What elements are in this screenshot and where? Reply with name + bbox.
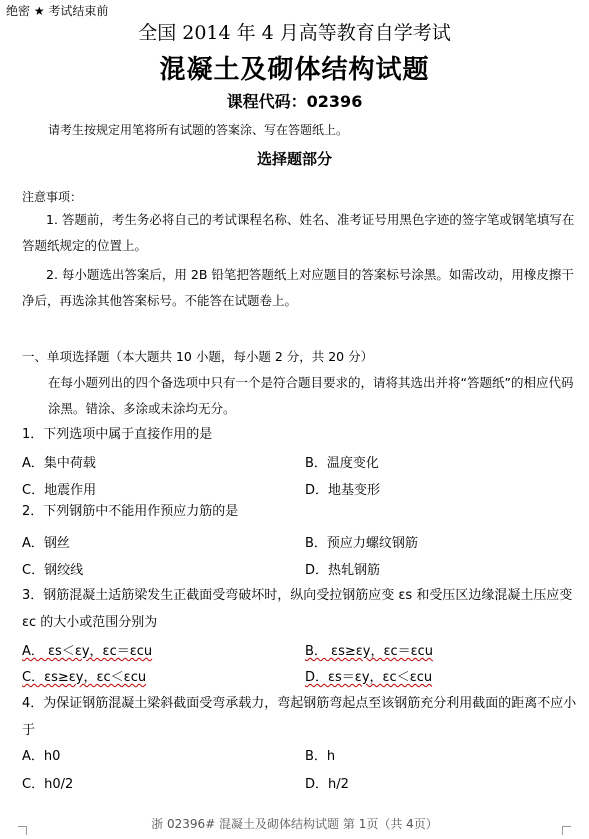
section-title: 选择题部分 (256, 150, 332, 168)
question-1-option-d: D．地基变形 (305, 483, 381, 498)
answer-instruction: 请考生按规定用笔将所有试题的答案涂、写在答题纸上。 (48, 123, 349, 137)
course-code: 课程代码：02396 (226, 92, 363, 111)
question-2-option-a: A．钢丝 (22, 536, 70, 551)
note-2: 2. 每小题选出答案后，用 2B 铅笔把答题纸上对应题目的答案标号涂黑。如需改动，用橡皮擦干净后，再选涂其他答案标号。不能答在试题卷上。 (22, 267, 574, 308)
exam-line: 全国 2014 年 4 月高等教育自学考试 (138, 22, 451, 44)
question-4-option-c: C．h0/2 (22, 777, 74, 792)
question-1-option-a: A．集中荷载 (22, 456, 96, 471)
question-4-option-b: B．h (305, 749, 336, 764)
page-footer: 浙 02396# 混凝土及砌体结构试题 第 1页（共 4页） (151, 817, 438, 831)
question-2-option-b: B．预应力螺纹钢筋 (305, 536, 418, 551)
part1-description: 在每小题列出的四个备选项中只有一个是符合题目要求的，请将其选出并将“答题纸”的相应代码涂黑。错涂、多涂或未涂均无分。 (48, 375, 574, 416)
note-1: 1. 答题前，考生务必将自己的考试课程名称、姓名、准考证号用黑色字迹的签字笔或钢笔填写在答题纸规定的位置上。 (22, 212, 575, 253)
question-3-option-a: A． εs＜εy，εc＝εcu (22, 644, 153, 659)
question-3-option-d: D．εs＝εy，εc＜εcu (305, 670, 433, 685)
question-1-option-c: C．地震作用 (22, 483, 97, 498)
part1-heading: 一、单项选择题（本大题共 10 小题，每小题 2 分，共 20 分） (22, 349, 374, 364)
question-3-option-c: C．εs≥εy，εc＜εcu (22, 670, 147, 685)
notes-title: 注意事项： (22, 190, 83, 204)
question-1-stem: 1．下列选项中属于直接作用的是 (22, 427, 213, 442)
question-4-option-d: D．h/2 (305, 777, 349, 792)
confidential-label: 绝密 ★ 考试结束前 (6, 4, 109, 18)
page-corner-mark-left (18, 826, 27, 835)
paper-title: 混凝土及砌体结构试题 (159, 55, 430, 85)
page-corner-mark-right (562, 826, 571, 835)
question-3-stem: 3．钢筋混凝土适筋梁发生正截面受弯破坏时，纵向受拉钢筋应变 εs 和受压区边缘混凝土压应变 εc 的大小或范围分别为 (22, 588, 573, 630)
question-1-option-b: B．温度变化 (305, 456, 379, 471)
question-3-option-b: B． εs≥εy，εc＝εcu (305, 644, 434, 659)
question-4-stem: 4．为保证钢筋混凝土梁斜截面受弯承载力，弯起钢筋弯起点至该钢筋充分利用截面的距离不应小于 (22, 696, 577, 738)
question-2-option-d: D．热轧钢筋 (305, 563, 381, 578)
question-2-option-c: C．钢绞线 (22, 563, 84, 578)
question-4-option-a: A．h0 (22, 749, 61, 764)
question-2-stem: 2．下列钢筋中不能用作预应力筋的是 (22, 504, 239, 519)
